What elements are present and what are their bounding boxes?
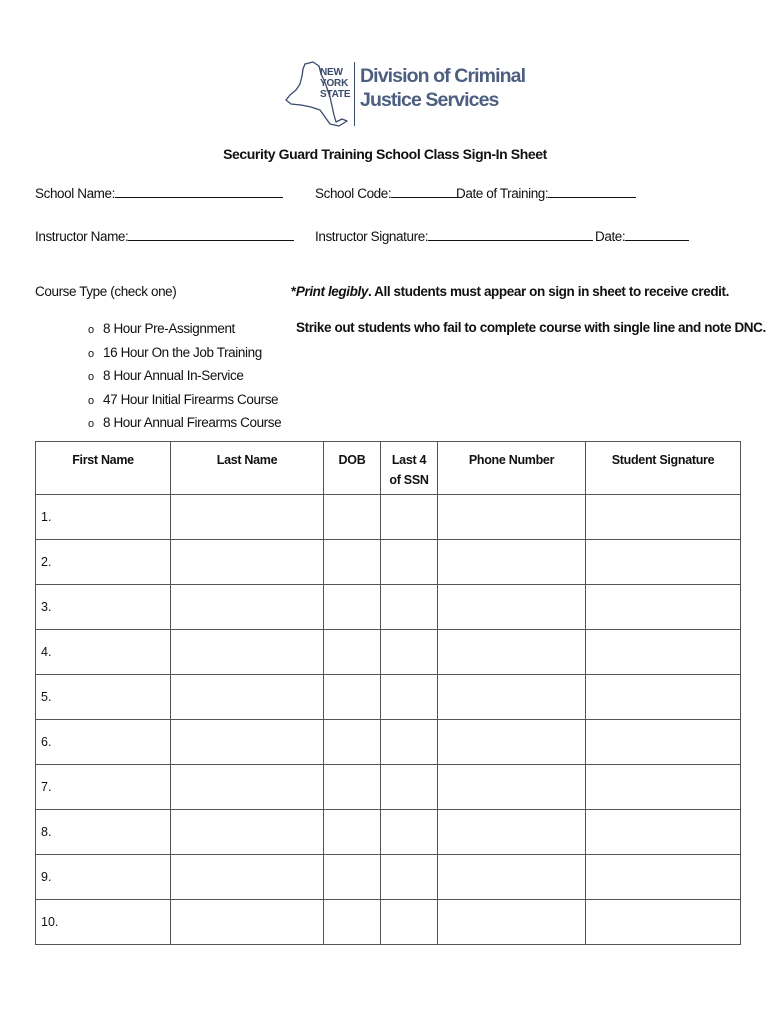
table-header-row	[36, 442, 741, 495]
course-option[interactable]: o 47 Hour Initial Firearms Course	[88, 389, 281, 413]
student-signature-cell[interactable]	[586, 765, 741, 810]
date-of-training-line[interactable]	[548, 183, 636, 198]
row-number-cell[interactable]: 7.	[36, 765, 171, 810]
course-type-options	[88, 318, 281, 436]
checkbox-bullet-icon[interactable]: o	[88, 347, 94, 360]
phone-number-cell[interactable]	[438, 585, 586, 630]
school-name-field[interactable]: School Name:	[35, 183, 283, 201]
course-option[interactable]: o 8 Hour Annual In-Service	[88, 365, 281, 389]
dob-cell[interactable]	[324, 675, 381, 720]
student-signature-cell[interactable]	[586, 720, 741, 765]
table-row	[36, 720, 741, 765]
phone-number-cell[interactable]	[438, 720, 586, 765]
page-title: Security Guard Training School Class Sign-In Sheet	[223, 146, 547, 162]
row-number-cell[interactable]: 4.	[36, 630, 171, 675]
header-last-4-ssn: Last 4 of SSN	[381, 442, 438, 495]
checkbox-bullet-icon[interactable]: o	[88, 418, 94, 431]
student-signature-cell[interactable]	[586, 810, 741, 855]
last-name-cell[interactable]	[171, 495, 324, 540]
last-4-ssn-cell[interactable]	[381, 810, 438, 855]
last-name-cell[interactable]	[171, 675, 324, 720]
checkbox-bullet-icon[interactable]: o	[88, 324, 94, 336]
row-number-cell[interactable]: 2.	[36, 540, 171, 585]
last-4-ssn-cell[interactable]	[381, 495, 438, 540]
dob-cell[interactable]	[324, 900, 381, 945]
header-student-signature: Student Signature	[586, 442, 741, 495]
phone-number-cell[interactable]	[438, 765, 586, 810]
row-number-cell[interactable]: 9.	[36, 855, 171, 900]
row-number-cell[interactable]: 1.	[36, 495, 171, 540]
table-row	[36, 900, 741, 945]
row-number-cell[interactable]: 5.	[36, 675, 171, 720]
last-name-cell[interactable]	[171, 900, 324, 945]
last-4-ssn-cell[interactable]	[381, 900, 438, 945]
table-row	[36, 810, 741, 855]
dob-cell[interactable]	[324, 765, 381, 810]
last-4-ssn-cell[interactable]	[381, 540, 438, 585]
date-of-training-field[interactable]: Date of Training:	[456, 183, 636, 201]
phone-number-cell[interactable]	[438, 810, 586, 855]
last-4-ssn-cell[interactable]	[381, 855, 438, 900]
row-number-cell[interactable]: 3.	[36, 585, 171, 630]
table-row	[36, 585, 741, 630]
instructor-signature-field[interactable]: Instructor Signature:	[315, 226, 593, 244]
table-row	[36, 540, 741, 585]
dob-cell[interactable]	[324, 720, 381, 765]
course-option[interactable]: o 8 Hour Pre-Assignment	[88, 318, 281, 342]
dob-cell[interactable]	[324, 495, 381, 540]
phone-number-cell[interactable]	[438, 855, 586, 900]
student-signature-cell[interactable]	[586, 585, 741, 630]
school-code-field[interactable]: School Code:	[315, 183, 458, 201]
school-name-line[interactable]	[115, 183, 283, 198]
last-4-ssn-cell[interactable]	[381, 765, 438, 810]
row-number-cell[interactable]: 6.	[36, 720, 171, 765]
student-signature-cell[interactable]	[586, 675, 741, 720]
sign-in-table	[35, 441, 741, 945]
last-4-ssn-cell[interactable]	[381, 630, 438, 675]
course-type-label: Course Type (check one)	[35, 284, 177, 299]
course-option[interactable]: o 8 Hour Annual Firearms Course	[88, 412, 281, 436]
school-code-line[interactable]	[391, 183, 458, 198]
header-first-name: First Name	[36, 442, 171, 495]
header-dob: DOB	[324, 442, 381, 495]
print-legibly-note: *Print legibly. All students must appear on sign in sheet to receive credit.	[291, 284, 729, 299]
student-signature-cell[interactable]	[586, 900, 741, 945]
last-name-cell[interactable]	[171, 585, 324, 630]
strike-out-note: Strike out students who fail to complete course with single line and note DNC.	[296, 320, 766, 335]
last-name-cell[interactable]	[171, 720, 324, 765]
dob-cell[interactable]	[324, 585, 381, 630]
date-field[interactable]: Date:	[595, 226, 689, 244]
table-row	[36, 495, 741, 540]
course-option[interactable]: o 16 Hour On the Job Training	[88, 342, 281, 366]
checkbox-bullet-icon[interactable]: o	[88, 394, 94, 407]
phone-number-cell[interactable]	[438, 900, 586, 945]
student-signature-cell[interactable]	[586, 855, 741, 900]
student-signature-cell[interactable]	[586, 630, 741, 675]
table-row	[36, 630, 741, 675]
instructor-signature-line[interactable]	[428, 226, 593, 241]
last-name-cell[interactable]	[171, 765, 324, 810]
table-row	[36, 765, 741, 810]
student-signature-cell[interactable]	[586, 540, 741, 585]
phone-number-cell[interactable]	[438, 675, 586, 720]
table-row	[36, 855, 741, 900]
checkbox-bullet-icon[interactable]: o	[88, 371, 94, 384]
logo-divider	[354, 62, 355, 126]
phone-number-cell[interactable]	[438, 540, 586, 585]
dob-cell[interactable]	[324, 540, 381, 585]
row-number-cell[interactable]: 10.	[36, 900, 171, 945]
student-signature-cell[interactable]	[586, 495, 741, 540]
phone-number-cell[interactable]	[438, 495, 586, 540]
instructor-name-line[interactable]	[128, 226, 294, 241]
date-line[interactable]	[625, 226, 689, 241]
instructor-name-field[interactable]: Instructor Name:	[35, 226, 294, 244]
dob-cell[interactable]	[324, 630, 381, 675]
last-name-cell[interactable]	[171, 630, 324, 675]
table-row	[36, 675, 741, 720]
last-name-cell[interactable]	[171, 855, 324, 900]
dob-cell[interactable]	[324, 855, 381, 900]
logo-state-text: NEW YORK STATE	[320, 67, 351, 100]
dob-cell[interactable]	[324, 810, 381, 855]
last-4-ssn-cell[interactable]	[381, 675, 438, 720]
phone-number-cell[interactable]	[438, 630, 586, 675]
last-name-cell[interactable]	[171, 540, 324, 585]
logo-department-name: Division of Criminal Justice Services	[360, 65, 526, 111]
dcjs-logo	[283, 56, 526, 132]
header-last-name: Last Name	[171, 442, 324, 495]
header-phone-number: Phone Number	[438, 442, 586, 495]
last-name-cell[interactable]	[171, 810, 324, 855]
row-number-cell[interactable]: 8.	[36, 810, 171, 855]
last-4-ssn-cell[interactable]	[381, 720, 438, 765]
last-4-ssn-cell[interactable]	[381, 585, 438, 630]
